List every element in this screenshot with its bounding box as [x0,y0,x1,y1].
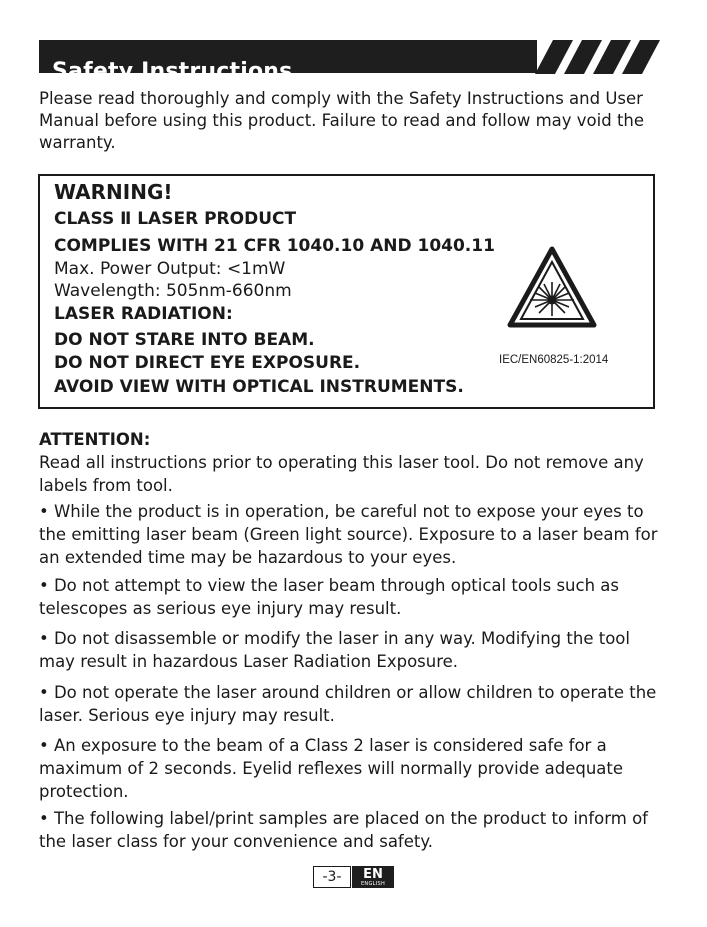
list-item: • Do not operate the laser around children or allow children to operate the laser. Serious eye injury may result. [39,683,657,725]
no-direct-line: DO NOT DIRECT EYE EXPOSURE. [54,353,361,373]
page-footer [313,866,394,888]
page-number: -3- [313,866,351,888]
warning-box [38,174,655,409]
list-item: • An exposure to the beam of a Class 2 laser is considered safe for a maximum of 2 seconds. Eyelid reflexes will normally provide adequate protection. [39,736,624,801]
header-stripes [535,40,660,74]
attention-label: ATTENTION: [39,430,151,449]
page-title: Safety Instructions [52,58,293,84]
wavelength-line: Wavelength: 505nm-660nm [54,281,292,301]
attention-section [39,428,664,497]
no-stare-line: DO NOT STARE INTO BEAM. [54,330,315,350]
power-output-line: Max. Power Output: <1mW [54,259,286,279]
avoid-view-line: AVOID VIEW WITH OPTICAL INSTRUMENTS. [54,377,464,397]
list-item: • Do not disassemble or modify the laser in any way. Modifying the tool may result in hazardous Laser Radiation Exposure. [39,629,630,671]
section-header [39,40,537,84]
standard-label: IEC/EN60825-1:2014 [499,354,609,366]
intro-paragraph: Please read thoroughly and comply with the Safety Instructions and User Manual before using this product. Failure to read and follow may void the warranty. [39,89,645,152]
radiation-line: LASER RADIATION: [54,304,233,324]
attention-text: Read all instructions prior to operating this laser tool. Do not remove any labels from tool. [39,453,644,495]
language-code: EN [363,866,383,882]
laser-warning-icon [507,246,597,328]
list-item: • Do not attempt to view the laser beam through optical tools such as telescopes as serious eye injury may result. [39,576,619,618]
laser-class-line: CLASS Ⅱ LASER PRODUCT [54,209,297,229]
warning-title: WARNING! [54,180,173,204]
language-name: ENGLISH [360,880,386,887]
language-badge [352,866,394,888]
list-item: • While the product is in operation, be careful not to expose your eyes to the emitting laser beam (Green light source). Exposure to a laser beam for an extended time may be hazardous to your eyes. [39,502,658,567]
list-item: • The following label/print samples are placed on the product to inform of the laser class for your convenience and safety. [39,809,648,851]
compliance-line: COMPLIES WITH 21 CFR 1040.10 AND 1040.11 [54,236,495,256]
